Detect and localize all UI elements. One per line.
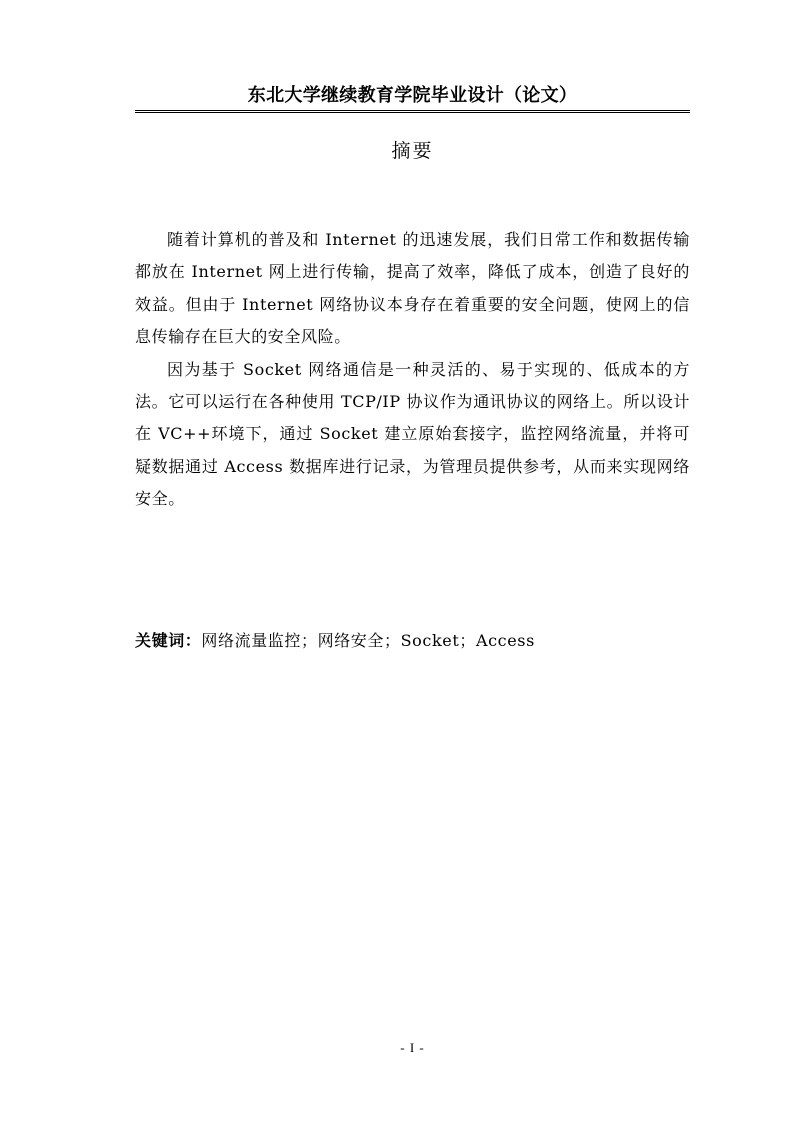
abstract-paragraph-1: 随着计算机的普及和 Internet 的迅速发展，我们日常工作和数据传输都放在 Internet 网上进行传输，提高了效率，降低了成本，创造了良好的效益。但由于 Internet 网络协议本身存在着重要的安全问题，使网上的信息传输存在巨大的安全风险。: [135, 230, 690, 347]
keywords-label: 关键词：: [135, 631, 202, 650]
keywords-text: 网络流量监控；网络安全；Socket；Access: [201, 631, 535, 650]
keywords-line: [135, 626, 690, 656]
running-header-title: 东北大学继续教育学院毕业设计（论文）: [247, 85, 578, 106]
abstract-body: [135, 224, 690, 516]
abstract-heading: 摘要: [391, 140, 434, 162]
header-rule: [135, 110, 690, 113]
page-number: - I -: [400, 1040, 425, 1055]
abstract-paragraph-2: 因为基于 Socket 网络通信是一种灵活的、易于实现的、低成本的方法。它可以运行在各种使用 TCP/IP 协议作为通讯协议的网络上。所以设计在 VC++环境下，通过 Socket 建立原始套接字，监控网络流量，并将可疑数据通过 Access 数据库进行记录，为管理员提供参考，从而来实现网络安全。: [135, 359, 690, 509]
